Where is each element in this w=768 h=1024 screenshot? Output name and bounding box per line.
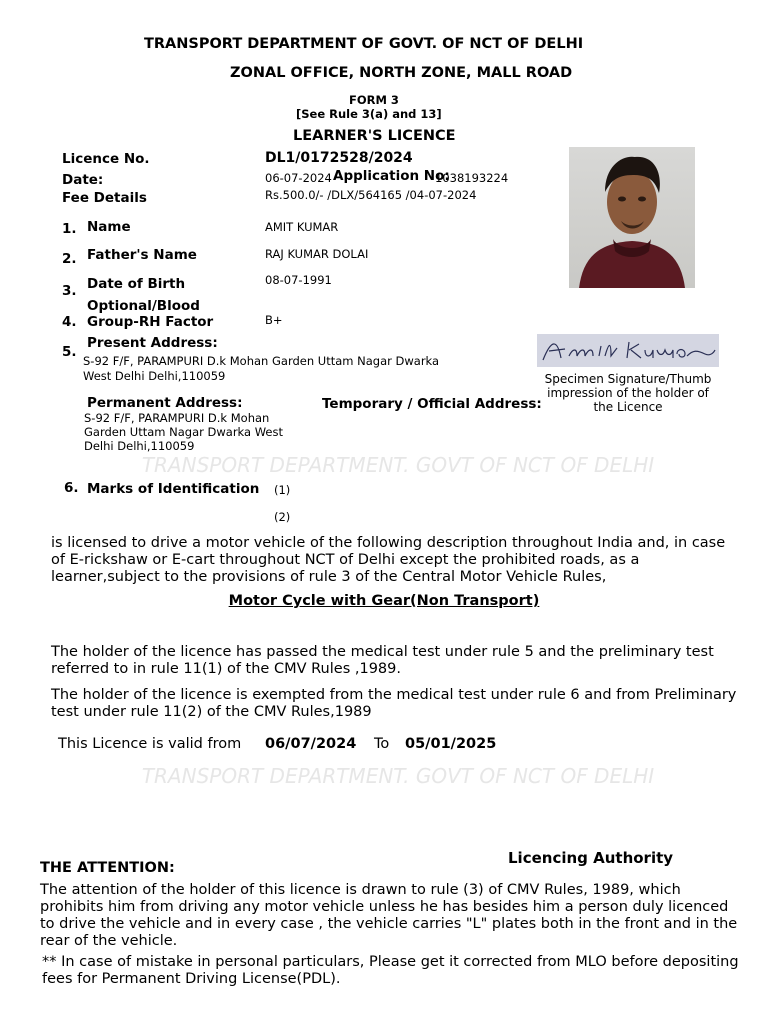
field-number-5: 5.	[62, 344, 77, 360]
signature-box	[537, 334, 719, 367]
licence-description-paragraph: is licensed to drive a motor vehicle of the following description throughout India and, in case of E-rickshaw or E-cart throughout NCT of Delhi except the prohibited roads, as a learner,subject to the provisions of rule 3 of the Central Motor Vehicle Rules,	[51, 535, 726, 585]
field-number-1: 1.	[62, 221, 77, 237]
correction-note: ** In case of mistake in personal particulars, Please get it corrected from MLO before depositing fees for Permanent Driving License(PDL).	[42, 954, 739, 987]
fee-details-label: Fee Details	[62, 190, 147, 206]
signature-scribble-icon	[537, 334, 719, 367]
attention-title: THE ATTENTION:	[40, 860, 175, 876]
present-address-label: Present Address:	[87, 335, 218, 351]
field-number-3: 3.	[62, 283, 77, 299]
vehicle-class: Motor Cycle with Gear(Non Transport)	[228, 593, 540, 609]
present-address-line2: West Delhi Delhi,110059	[83, 369, 226, 383]
blood-group-label-line2: Group-RH Factor	[87, 314, 214, 330]
date-value: 06-07-2024	[265, 171, 332, 185]
date-of-birth-label: Date of Birth	[87, 276, 186, 292]
name-value: AMIT KUMAR	[265, 220, 339, 234]
fathers-name-value: RAJ KUMAR DOLAI	[265, 247, 369, 261]
application-no-value: 1038193224	[435, 171, 509, 185]
date-label: Date:	[62, 172, 104, 188]
medical-test-exempt-paragraph: The holder of the licence is exempted from the medical test under rule 6 and from Preliminary test under rule 11(2) of the CMV Rules,1989	[51, 687, 737, 720]
signature-caption-line1: Specimen Signature/Thumb	[544, 372, 712, 386]
validity-to: 05/01/2025	[405, 736, 497, 752]
name-label: Name	[87, 219, 131, 235]
application-no-label: Application No:	[333, 168, 450, 184]
department-title: TRANSPORT DEPARTMENT OF GOVT. OF NCT OF DELHI	[144, 36, 584, 52]
fathers-name-label: Father's Name	[87, 247, 197, 263]
signature-caption-line2: impression of the holder of	[547, 386, 709, 400]
permanent-address-label: Permanent Address:	[87, 395, 243, 411]
attention-text: The attention of the holder of this licence is drawn to rule (3) of CMV Rules, 1989, which prohibits him from driving any motor vehicle unless he has besides him a person duly licenced to drive the vehicle and in every case , the vehicle carries "L" plates both in the front and in the rear of the vehicle.	[40, 882, 738, 949]
licence-no-label: Licence No.	[62, 151, 150, 167]
blood-group-value: B+	[265, 313, 283, 327]
medical-test-passed-paragraph: The holder of the licence has passed the medical test under rule 5 and the preliminary test referred to in rule 11(1) of the CMV Rules ,1989.	[51, 644, 714, 677]
identification-mark-1: (1)	[274, 483, 291, 497]
permanent-address-line2: Garden Uttam Nagar Dwarka West	[84, 425, 283, 439]
validity-from: 06/07/2024	[265, 736, 357, 752]
licence-title: LEARNER'S LICENCE	[293, 128, 456, 144]
form-number: FORM 3	[349, 93, 399, 107]
zonal-office-title: ZONAL OFFICE, NORTH ZONE, MALL ROAD	[230, 65, 573, 81]
field-number-4: 4.	[62, 314, 77, 330]
person-silhouette-icon	[569, 147, 695, 288]
date-of-birth-value: 08-07-1991	[265, 273, 332, 287]
identification-mark-2: (2)	[274, 510, 291, 524]
validity-to-label: To	[374, 736, 390, 752]
form-rule: [See Rule 3(a) and 13]	[296, 107, 442, 121]
licencing-authority: Licencing Authority	[508, 849, 674, 867]
identification-label: Marks of Identification	[87, 481, 260, 497]
watermark-lower: TRANSPORT DEPARTMENT. GOVT OF NCT OF DELHI	[141, 764, 655, 788]
permanent-address-line3: Delhi Delhi,110059	[84, 439, 195, 453]
permanent-address-line1: S-92 F/F, PARAMPURI D.k Mohan	[84, 411, 270, 425]
present-address-line1: S-92 F/F, PARAMPURI D.k Mohan Garden Uttam Nagar Dwarka	[83, 354, 440, 368]
watermark-upper: TRANSPORT DEPARTMENT. GOVT OF NCT OF DELHI	[141, 453, 655, 477]
temporary-address-label: Temporary / Official Address:	[322, 396, 542, 412]
field-number-6: 6.	[64, 480, 79, 496]
holder-photo	[569, 147, 695, 288]
blood-group-label-line1: Optional/Blood	[87, 298, 200, 314]
field-number-2: 2.	[62, 251, 77, 267]
fee-details-value: Rs.500.0/- /DLX/564165 /04-07-2024	[265, 188, 477, 202]
signature-caption-line3: the Licence	[593, 400, 663, 414]
licence-no-value: DL1/0172528/2024	[265, 150, 413, 166]
validity-label: This Licence is valid from	[58, 736, 242, 752]
